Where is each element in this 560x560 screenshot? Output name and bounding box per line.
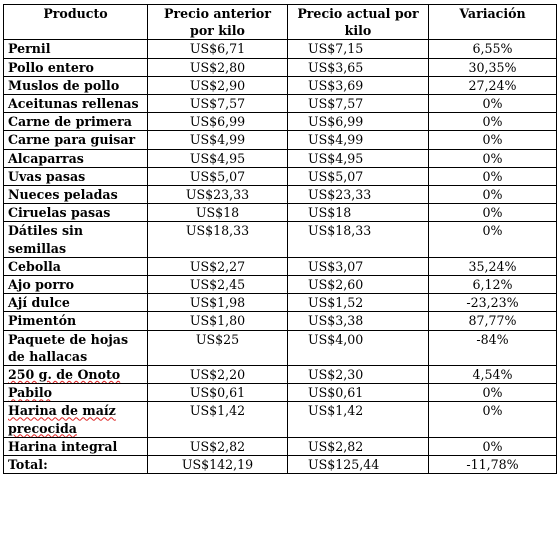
total-label: Total: (4, 456, 148, 474)
total-anterior: US$142,19 (148, 456, 288, 474)
precio-actual: US$2,60 (288, 276, 429, 294)
precio-actual: US$23,33 (288, 186, 429, 204)
precio-anterior: US$18,33 (148, 222, 288, 257)
variacion: 6,55% (429, 40, 557, 58)
product-name (4, 402, 148, 437)
table-row (4, 402, 557, 437)
table-row (4, 186, 557, 204)
variacion: 0% (429, 402, 557, 437)
product-name: Carne para guisar (4, 131, 148, 149)
precio-anterior: US$2,45 (148, 276, 288, 294)
precio-anterior: US$2,82 (148, 437, 288, 455)
header-producto: Producto (4, 5, 148, 40)
product-name: Pimentón (4, 312, 148, 330)
table-row (4, 76, 557, 94)
variacion: 0% (429, 167, 557, 185)
product-name: Muslos de pollo (4, 76, 148, 94)
table-header-row (4, 5, 557, 40)
precio-anterior: US$0,61 (148, 384, 288, 402)
variacion: 35,24% (429, 257, 557, 275)
table-row (4, 384, 557, 402)
table-row (4, 437, 557, 455)
table-row (4, 276, 557, 294)
precio-anterior: US$6,71 (148, 40, 288, 58)
total-row (4, 456, 557, 474)
product-name: Nueces peladas (4, 186, 148, 204)
precio-actual: US$4,95 (288, 149, 429, 167)
header-precio-anterior: Precio anterior por kilo (148, 5, 288, 40)
precio-anterior: US$2,20 (148, 366, 288, 384)
product-name: Ají dulce (4, 294, 148, 312)
product-name: Alcaparras (4, 149, 148, 167)
header-variacion: Variación (429, 5, 557, 40)
variacion: 0% (429, 95, 557, 113)
table-row (4, 40, 557, 58)
precio-actual: US$3,69 (288, 76, 429, 94)
product-name-text: 250 g. de Onoto (8, 367, 121, 383)
price-comparison-table (3, 4, 557, 474)
precio-anterior: US$4,99 (148, 131, 288, 149)
precio-actual: US$7,15 (288, 40, 429, 58)
table-row (4, 167, 557, 185)
precio-actual: US$7,57 (288, 95, 429, 113)
table-row (4, 113, 557, 131)
precio-anterior: US$2,90 (148, 76, 288, 94)
precio-actual: US$0,61 (288, 384, 429, 402)
precio-anterior: US$5,07 (148, 167, 288, 185)
total-actual: US$125,44 (288, 456, 429, 474)
product-name: Pernil (4, 40, 148, 58)
precio-actual: US$1,52 (288, 294, 429, 312)
product-name: Aceitunas rellenas (4, 95, 148, 113)
product-name: Harina integral (4, 437, 148, 455)
product-name: Ajo porro (4, 276, 148, 294)
table-row (4, 58, 557, 76)
total-variacion: -11,78% (429, 456, 557, 474)
table-row (4, 312, 557, 330)
precio-actual: US$5,07 (288, 167, 429, 185)
product-name-text: Harina de maíz precocida (8, 403, 116, 436)
variacion: 0% (429, 186, 557, 204)
table-row (4, 222, 557, 257)
table-row (4, 366, 557, 384)
variacion: 0% (429, 384, 557, 402)
product-name: Paquete de hojas de hallacas (4, 330, 148, 365)
table-row (4, 131, 557, 149)
variacion: 0% (429, 204, 557, 222)
variacion: 30,35% (429, 58, 557, 76)
precio-actual: US$3,65 (288, 58, 429, 76)
header-precio-actual: Precio actual por kilo (288, 5, 429, 40)
precio-anterior: US$2,27 (148, 257, 288, 275)
precio-anterior: US$6,99 (148, 113, 288, 131)
table-row (4, 95, 557, 113)
precio-actual: US$3,07 (288, 257, 429, 275)
variacion: 0% (429, 149, 557, 167)
variacion: 27,24% (429, 76, 557, 94)
table-row (4, 330, 557, 365)
precio-anterior: US$25 (148, 330, 288, 365)
product-name: Ciruelas pasas (4, 204, 148, 222)
precio-anterior: US$2,80 (148, 58, 288, 76)
precio-actual: US$1,42 (288, 402, 429, 437)
precio-actual: US$2,82 (288, 437, 429, 455)
product-name: Cebolla (4, 257, 148, 275)
precio-actual: US$4,00 (288, 330, 429, 365)
table-row (4, 149, 557, 167)
variacion: 0% (429, 437, 557, 455)
variacion: 6,12% (429, 276, 557, 294)
product-name (4, 366, 148, 384)
precio-actual: US$6,99 (288, 113, 429, 131)
precio-anterior: US$18 (148, 204, 288, 222)
precio-anterior: US$23,33 (148, 186, 288, 204)
variacion: -23,23% (429, 294, 557, 312)
precio-actual: US$3,38 (288, 312, 429, 330)
precio-actual: US$18,33 (288, 222, 429, 257)
table-row (4, 257, 557, 275)
variacion: 87,77% (429, 312, 557, 330)
table-row (4, 204, 557, 222)
precio-anterior: US$1,42 (148, 402, 288, 437)
precio-actual: US$18 (288, 204, 429, 222)
precio-actual: US$2,30 (288, 366, 429, 384)
variacion: 4,54% (429, 366, 557, 384)
price-table-container (3, 4, 556, 474)
product-name: Pollo entero (4, 58, 148, 76)
variacion: 0% (429, 113, 557, 131)
product-name: Uvas pasas (4, 167, 148, 185)
precio-anterior: US$4,95 (148, 149, 288, 167)
precio-actual: US$4,99 (288, 131, 429, 149)
variacion: 0% (429, 131, 557, 149)
precio-anterior: US$1,98 (148, 294, 288, 312)
precio-anterior: US$7,57 (148, 95, 288, 113)
variacion: -84% (429, 330, 557, 365)
precio-anterior: US$1,80 (148, 312, 288, 330)
variacion: 0% (429, 222, 557, 257)
product-name: Carne de primera (4, 113, 148, 131)
product-name (4, 384, 148, 402)
table-row (4, 294, 557, 312)
product-name: Dátiles sin semillas (4, 222, 148, 257)
product-name-text: Pabilo (8, 385, 53, 401)
